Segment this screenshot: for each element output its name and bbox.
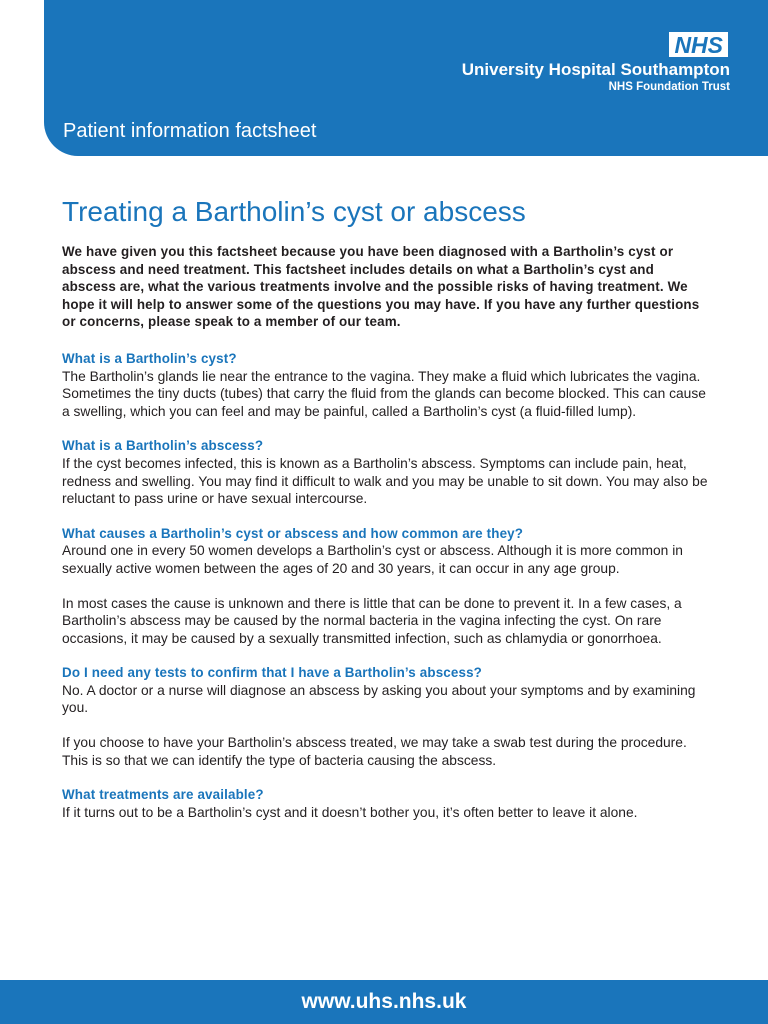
document-body	[62, 195, 708, 838]
section-tests	[62, 664, 708, 769]
section-heading: What is a Bartholin’s cyst?	[62, 350, 237, 366]
intro-paragraph: We have given you this factsheet because you have been diagnosed with a Bartholin’s cyst or abscess and need treatment. This factsheet includes details on what a Bartholin’s cyst and abscess are, what the various treatments involve and the possible risks of having treatment. We hope it will help to answer some of the questions you may have. If you have any further questions or concerns, please speak to a member of our team.	[62, 244, 700, 330]
page-footer	[0, 980, 768, 1024]
section-paragraph: No. A doctor or a nurse will diagnose an abscess by asking you about your symptoms and by examining you.	[62, 682, 696, 716]
nhs-logo: NHS	[669, 32, 728, 57]
section-paragraph: If the cyst becomes infected, this is known as a Bartholin’s abscess. Symptoms can include pain, heat, redness and swelling. You may find it difficult to walk and you may be unable to sit down. You may also be reluctant to pass urine or have sexual intercourse.	[62, 455, 708, 507]
section-heading: What is a Bartholin’s abscess?	[62, 438, 264, 454]
page-header	[44, 0, 768, 156]
section-what-is-cyst	[62, 350, 708, 420]
section-paragraph: Around one in every 50 women develops a Bartholin’s cyst or abscess. Although it is more common in sexually active women between the ages of 20 and 30 years, it can occur in any age group.	[62, 543, 683, 576]
section-what-is-abscess	[62, 437, 708, 507]
factsheet-label: Patient information factsheet	[63, 120, 317, 142]
organisation-name: University Hospital Southampton	[461, 60, 730, 79]
section-treatments	[62, 786, 708, 821]
section-paragraph: The Bartholin’s glands lie near the entrance to the vagina. They make a fluid which lubricates the vagina. Sometimes the tiny ducts (tubes) that carry the fluid from the glands can become blocked. This can cause a swelling, which you can feel and may be painful, called a Bartholin’s cyst (a fluid-filled lump).	[62, 368, 706, 419]
section-paragraph: If it turns out to be a Bartholin’s cyst and it doesn’t bother you, it’s often better to leave it alone.	[62, 804, 638, 820]
section-heading: What causes a Bartholin’s cyst or abscess and how common are they?	[62, 525, 524, 541]
document-title: Treating a Bartholin’s cyst or abscess	[62, 196, 526, 227]
section-causes	[62, 525, 708, 648]
section-paragraph: In most cases the cause is unknown and there is little that can be done to prevent it. In a few cases, a Bartholin’s abscess may be caused by the normal bacteria in the vagina infecting the cyst. On rare occasions, it may be caused by a sexually transmitted infection, such as chlamydia or gonorrhoea.	[62, 595, 682, 646]
section-heading: Do I need any tests to confirm that I have a Bartholin’s abscess?	[62, 665, 483, 681]
section-paragraph: If you choose to have your Bartholin’s abscess treated, we may take a swab test during the procedure. This is so that we can identify the type of bacteria causing the abscess.	[62, 735, 687, 768]
section-heading: What treatments are available?	[62, 787, 264, 803]
organisation-trust: NHS Foundation Trust	[608, 81, 730, 93]
website-link[interactable]: www.uhs.nhs.uk	[301, 990, 467, 1013]
